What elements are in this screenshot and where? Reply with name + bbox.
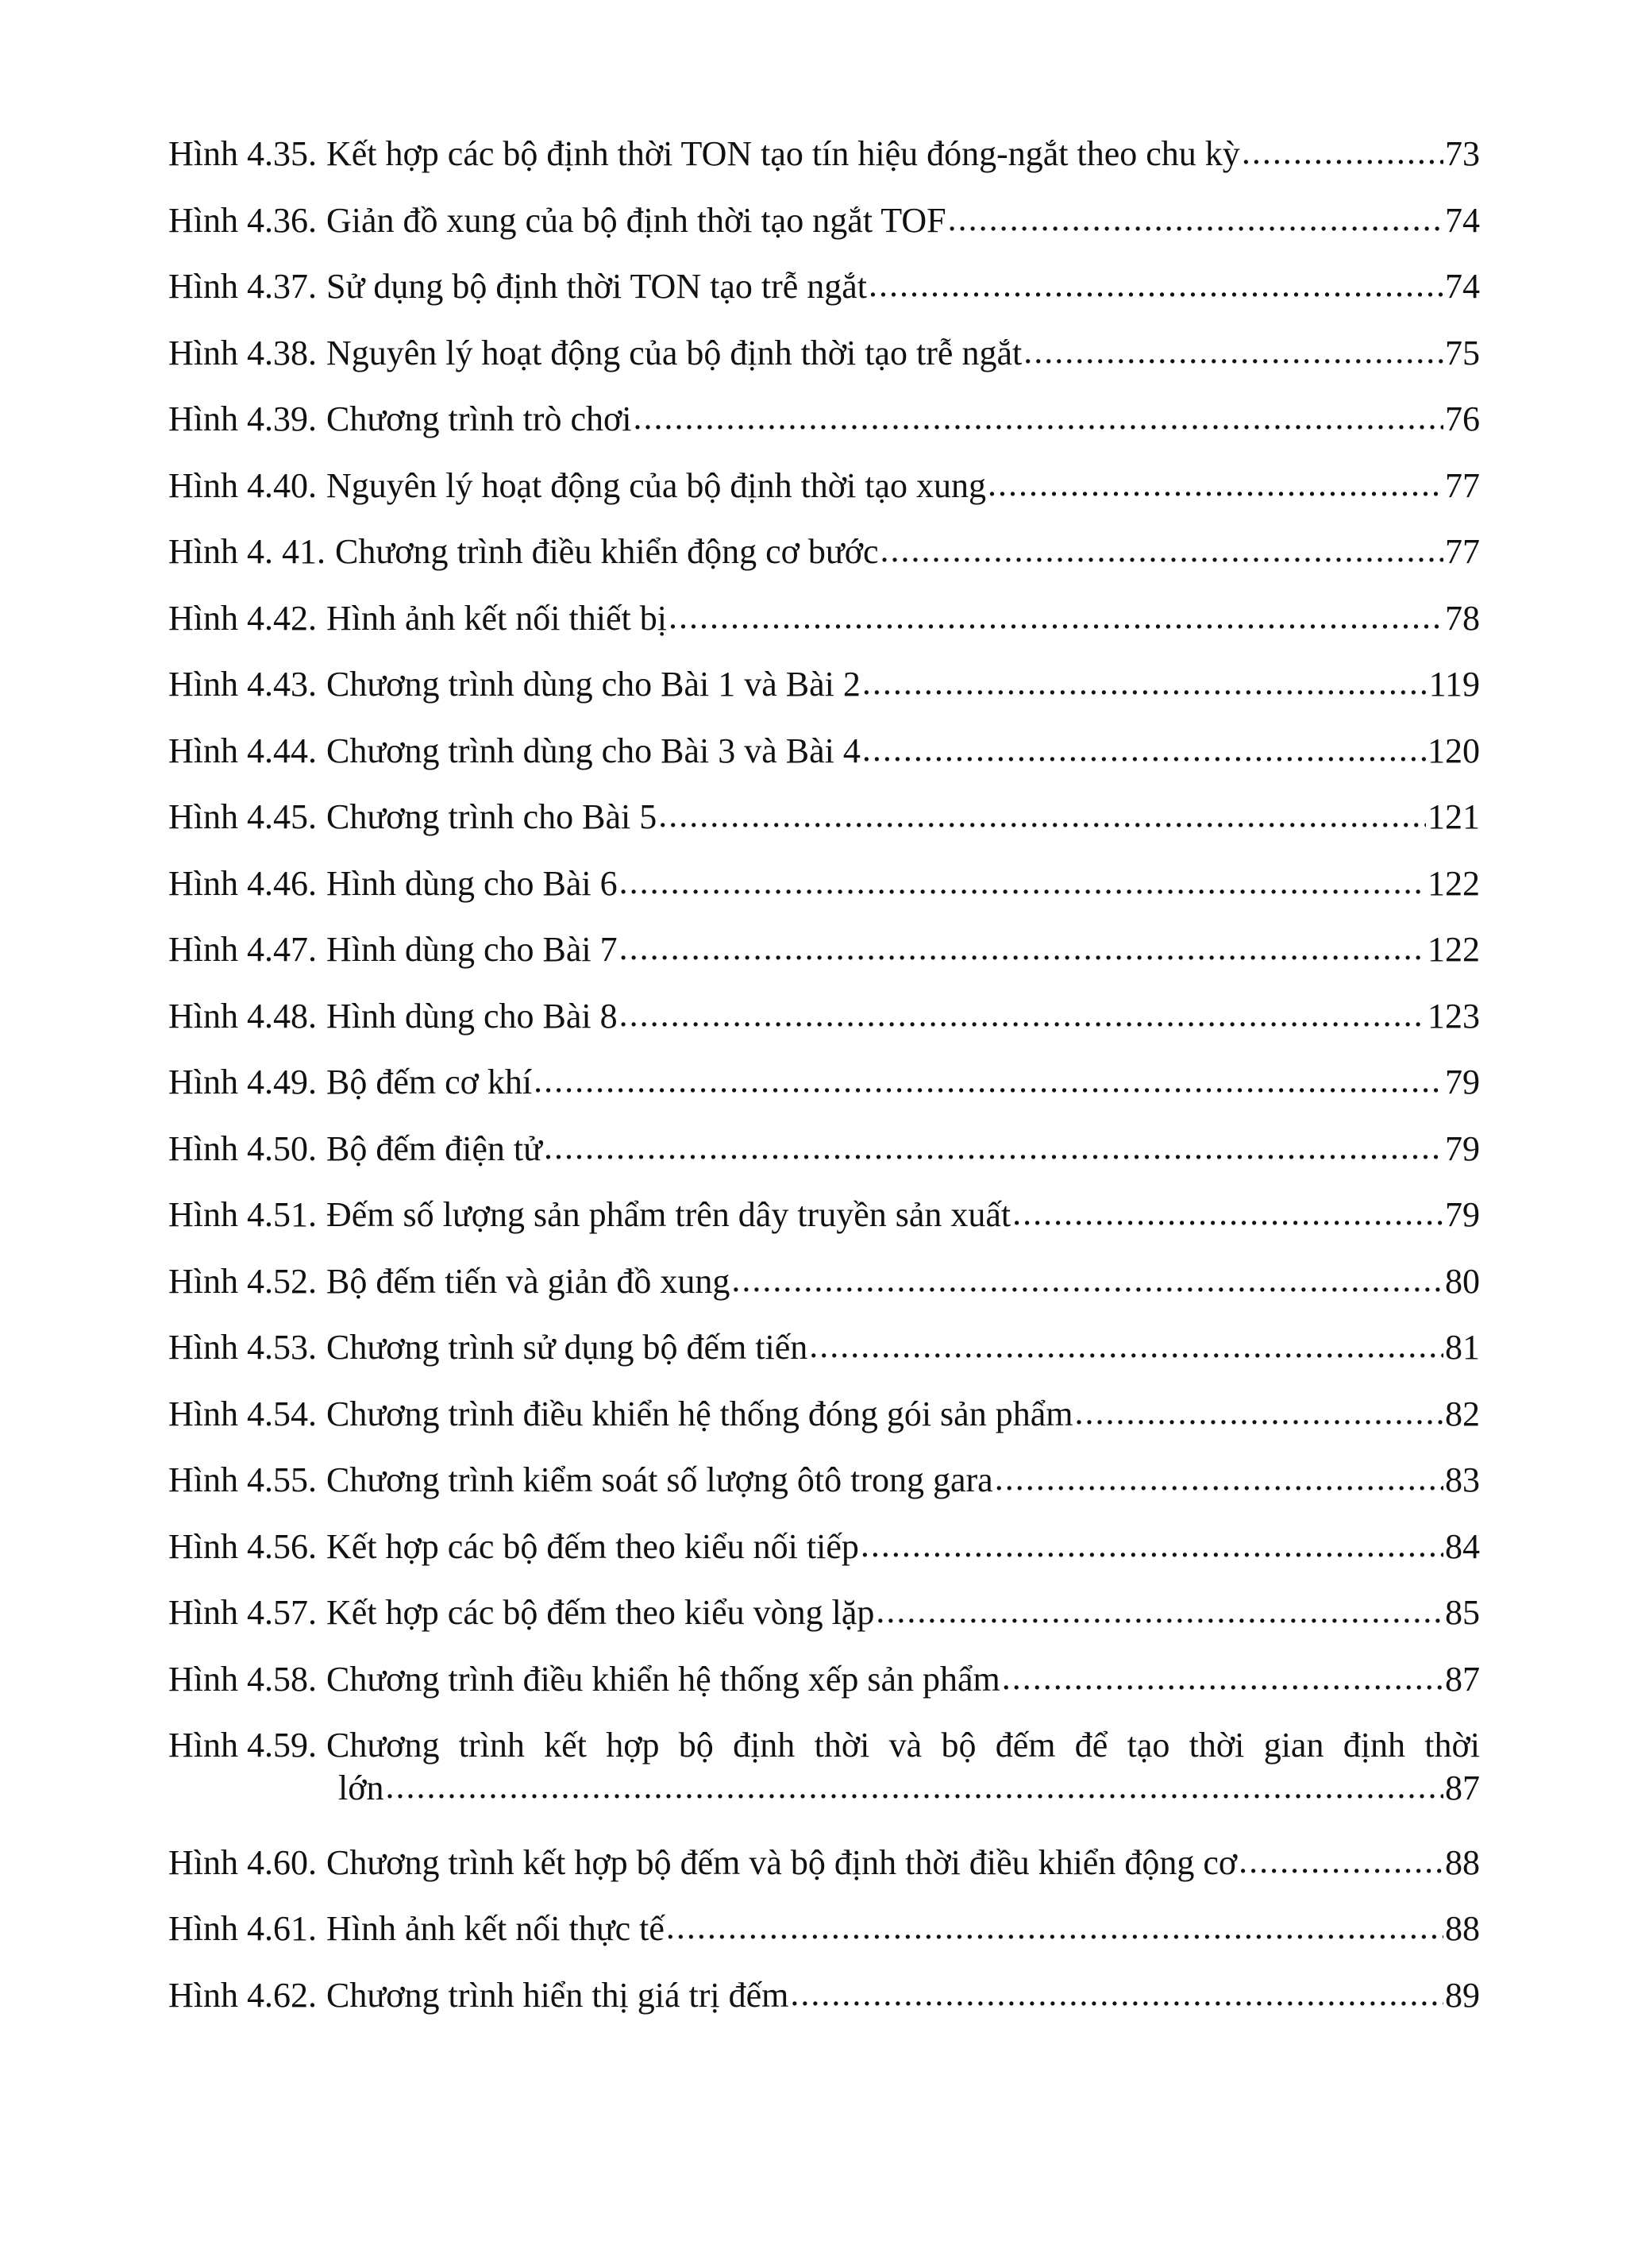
figure-title: Chương trình trò chơi bbox=[326, 399, 632, 438]
figure-title: Chương trình điều khiển động cơ bước bbox=[335, 532, 879, 571]
page-number: 82 bbox=[1445, 1394, 1480, 1433]
dot-leader bbox=[669, 584, 1443, 650]
page-number: 89 bbox=[1445, 1975, 1480, 2015]
toc-entry-4-58[interactable] bbox=[168, 1646, 1480, 1713]
page-number: 74 bbox=[1445, 267, 1480, 306]
dot-leader bbox=[869, 252, 1443, 318]
figure-title: Chương trình kiểm soát số lượng ôtô trong gara bbox=[326, 1460, 993, 1499]
page-number: 79 bbox=[1445, 1063, 1480, 1101]
figure-title: Chương trình kết hợp bộ đếm và bộ định thời điều khiển động cơ bbox=[326, 1842, 1238, 1882]
page-number: 87 bbox=[1445, 1768, 1480, 1807]
figure-label: Hình 4.47. bbox=[168, 930, 317, 969]
figure-label: Hình 4.45. bbox=[168, 797, 317, 836]
figure-title: Bộ đếm tiến và giản đồ xung bbox=[326, 1261, 730, 1301]
dot-leader bbox=[995, 1445, 1443, 1512]
toc-entry-4-40[interactable] bbox=[168, 453, 1480, 519]
figure-title: Giản đồ xung của bộ định thời tạo ngắt TOF bbox=[326, 200, 946, 240]
figure-title: Hình dùng cho Bài 8 bbox=[326, 996, 618, 1036]
figure-title: Kết hợp các bộ đếm theo kiểu vòng lặp bbox=[326, 1593, 875, 1632]
dot-leader bbox=[809, 1313, 1443, 1379]
figure-title: Chương trình sử dụng bộ đếm tiến bbox=[326, 1328, 808, 1367]
page-number: 119 bbox=[1428, 665, 1480, 704]
dot-leader bbox=[1012, 1180, 1443, 1247]
figure-title: Chương trình dùng cho Bài 3 và Bài 4 bbox=[326, 731, 861, 770]
toc-entry-4-47[interactable] bbox=[168, 916, 1480, 983]
dot-leader bbox=[1074, 1379, 1443, 1446]
figure-label: Hình 4. 41. bbox=[168, 532, 326, 571]
figure-label: Hình 4.53. bbox=[168, 1328, 317, 1367]
dot-leader bbox=[633, 384, 1443, 451]
figure-title: Chương trình điều khiển hệ thống xếp sản phẩm bbox=[326, 1659, 1000, 1699]
toc-entry-4-56[interactable] bbox=[168, 1514, 1480, 1580]
figure-title: Chương trình cho Bài 5 bbox=[326, 797, 657, 836]
figure-label: Hình 4.59. bbox=[168, 1726, 317, 1765]
figure-title: Chương trình dùng cho Bài 1 và Bài 2 bbox=[326, 665, 861, 704]
dot-leader bbox=[1023, 318, 1443, 385]
dot-leader bbox=[619, 849, 1426, 916]
toc-entry-4-50[interactable] bbox=[168, 1116, 1480, 1182]
dot-leader bbox=[1002, 1645, 1443, 1711]
figure-list bbox=[168, 121, 1480, 2028]
figure-title: Kết hợp các bộ định thời TON tạo tín hiệu đóng-ngắt theo chu kỳ bbox=[326, 134, 1240, 173]
figure-label: Hình 4.43. bbox=[168, 665, 317, 704]
toc-entry-4-37[interactable] bbox=[168, 253, 1480, 320]
page-number: 84 bbox=[1445, 1526, 1480, 1566]
toc-entry-4-51[interactable] bbox=[168, 1182, 1480, 1248]
dot-leader bbox=[876, 1578, 1443, 1645]
figure-label: Hình 4.52. bbox=[168, 1261, 317, 1301]
figure-label: Hình 4.57. bbox=[168, 1593, 317, 1632]
toc-entry-4-49[interactable] bbox=[168, 1049, 1480, 1116]
dot-leader bbox=[1239, 1828, 1443, 1895]
dot-leader bbox=[1242, 119, 1443, 186]
figure-title: Hình dùng cho Bài 6 bbox=[326, 863, 618, 903]
page-number: 87 bbox=[1445, 1659, 1480, 1699]
figure-label: Hình 4.54. bbox=[168, 1394, 317, 1433]
figure-label: Hình 4.36. bbox=[168, 200, 317, 240]
figure-title: Chương trình kết hợp bộ định thời và bộ đếm để tạo thời gian định thời bbox=[326, 1726, 1480, 1765]
toc-entry-4-55[interactable] bbox=[168, 1447, 1480, 1514]
figure-label: Hình 4.62. bbox=[168, 1975, 317, 2015]
page-number: 123 bbox=[1428, 996, 1480, 1036]
figure-label: Hình 4.46. bbox=[168, 863, 317, 903]
page-number: 79 bbox=[1445, 1128, 1480, 1168]
toc-entry-4-45[interactable] bbox=[168, 784, 1480, 850]
dot-leader bbox=[880, 517, 1443, 584]
toc-entry-4-41[interactable] bbox=[168, 519, 1480, 585]
figure-title: Kết hợp các bộ đếm theo kiểu nối tiếp bbox=[326, 1526, 859, 1566]
figure-title: Chương trình hiển thị giá trị đếm bbox=[326, 1975, 789, 2015]
toc-entry-4-36[interactable] bbox=[168, 187, 1480, 254]
page-number: 88 bbox=[1445, 1909, 1480, 1948]
figure-title: Hình ảnh kết nối thực tế bbox=[326, 1909, 665, 1948]
figure-label: Hình 4.61. bbox=[168, 1909, 317, 1948]
dot-leader bbox=[619, 982, 1426, 1048]
toc-entry-4-61[interactable] bbox=[168, 1896, 1480, 1962]
figure-label: Hình 4.40. bbox=[168, 465, 317, 505]
toc-entry-4-43[interactable] bbox=[168, 651, 1480, 718]
page-number: 121 bbox=[1428, 797, 1480, 836]
toc-entry-4-44[interactable] bbox=[168, 718, 1480, 785]
dot-leader bbox=[731, 1247, 1443, 1313]
figure-title: Hình dùng cho Bài 7 bbox=[326, 930, 618, 969]
dot-leader bbox=[948, 186, 1443, 253]
figure-label: Hình 4.60. bbox=[168, 1842, 317, 1882]
page-number: 81 bbox=[1445, 1328, 1480, 1367]
dot-leader bbox=[619, 915, 1426, 982]
page-number: 85 bbox=[1445, 1593, 1480, 1632]
figure-label: Hình 4.51. bbox=[168, 1195, 317, 1234]
page-number: 122 bbox=[1428, 863, 1480, 903]
figure-label: Hình 4.38. bbox=[168, 333, 317, 372]
page-number: 78 bbox=[1445, 598, 1480, 638]
toc-entry-4-60[interactable] bbox=[168, 1830, 1480, 1896]
figure-title: Nguyên lý hoạt động của bộ định thời tạo trễ ngắt bbox=[326, 333, 1023, 372]
dot-leader bbox=[988, 451, 1443, 518]
figure-label: Hình 4.37. bbox=[168, 267, 317, 306]
figure-label: Hình 4.49. bbox=[168, 1063, 317, 1101]
toc-entry-4-39[interactable] bbox=[168, 386, 1480, 453]
dot-leader bbox=[790, 1961, 1443, 2027]
figure-label: Hình 4.58. bbox=[168, 1659, 317, 1699]
toc-entry-4-57[interactable] bbox=[168, 1580, 1480, 1646]
page-number: 80 bbox=[1445, 1261, 1480, 1301]
dot-leader bbox=[666, 1894, 1443, 1961]
figure-label: Hình 4.42. bbox=[168, 598, 317, 638]
toc-entry-4-52[interactable] bbox=[168, 1248, 1480, 1315]
figure-label: Hình 4.39. bbox=[168, 399, 317, 438]
figure-title: Hình ảnh kết nối thiết bị bbox=[326, 598, 667, 638]
toc-entry-4-35[interactable] bbox=[168, 121, 1480, 187]
figure-title: Bộ đếm điện tử bbox=[326, 1128, 542, 1168]
dot-leader bbox=[658, 782, 1426, 849]
dot-leader bbox=[544, 1114, 1443, 1181]
figure-label: Hình 4.56. bbox=[168, 1526, 317, 1566]
toc-entry-4-59[interactable] bbox=[168, 1712, 1480, 1812]
dot-leader bbox=[862, 716, 1426, 783]
page-number: 88 bbox=[1445, 1842, 1480, 1882]
dot-leader bbox=[861, 1512, 1443, 1579]
page-number: 77 bbox=[1445, 532, 1480, 571]
page-number: 77 bbox=[1445, 465, 1480, 505]
figure-title: Đếm số lượng sản phẩm trên dây truyền sản xuất bbox=[326, 1195, 1011, 1234]
toc-entry-4-62[interactable] bbox=[168, 1962, 1480, 2029]
figure-title: Sử dụng bộ định thời TON tạo trễ ngắt bbox=[326, 267, 868, 306]
toc-entry-4-48[interactable] bbox=[168, 983, 1480, 1050]
figure-label: Hình 4.50. bbox=[168, 1128, 317, 1168]
figure-label: Hình 4.35. bbox=[168, 134, 317, 173]
toc-entry-4-42[interactable] bbox=[168, 585, 1480, 652]
figure-label: Hình 4.44. bbox=[168, 731, 317, 770]
figure-title: Chương trình điều khiển hệ thống đóng gói sản phẩm bbox=[326, 1394, 1073, 1433]
page-number: 122 bbox=[1428, 930, 1480, 969]
figure-label: Hình 4.48. bbox=[168, 996, 317, 1036]
dot-leader bbox=[534, 1047, 1443, 1114]
toc-entry-4-53[interactable] bbox=[168, 1314, 1480, 1381]
figure-title: Nguyên lý hoạt động của bộ định thời tạo xung bbox=[326, 465, 987, 505]
page-number: 74 bbox=[1445, 200, 1480, 240]
page-number: 79 bbox=[1445, 1195, 1480, 1234]
page-number: 83 bbox=[1445, 1460, 1480, 1499]
page-number: 76 bbox=[1445, 399, 1480, 438]
entry-continuation-line bbox=[168, 1765, 1480, 1812]
toc-entry-4-46[interactable] bbox=[168, 850, 1480, 917]
figure-label: Hình 4.55. bbox=[168, 1460, 317, 1499]
page-number: 73 bbox=[1445, 134, 1480, 173]
page-number: 120 bbox=[1428, 731, 1480, 770]
figure-title-continued: lớn bbox=[338, 1768, 384, 1807]
dot-leader bbox=[386, 1763, 1444, 1811]
dot-leader bbox=[862, 650, 1428, 716]
toc-entry-4-54[interactable] bbox=[168, 1381, 1480, 1448]
figure-title: Bộ đếm cơ khí bbox=[326, 1063, 533, 1101]
page-number: 75 bbox=[1445, 333, 1480, 372]
toc-entry-4-38[interactable] bbox=[168, 320, 1480, 387]
